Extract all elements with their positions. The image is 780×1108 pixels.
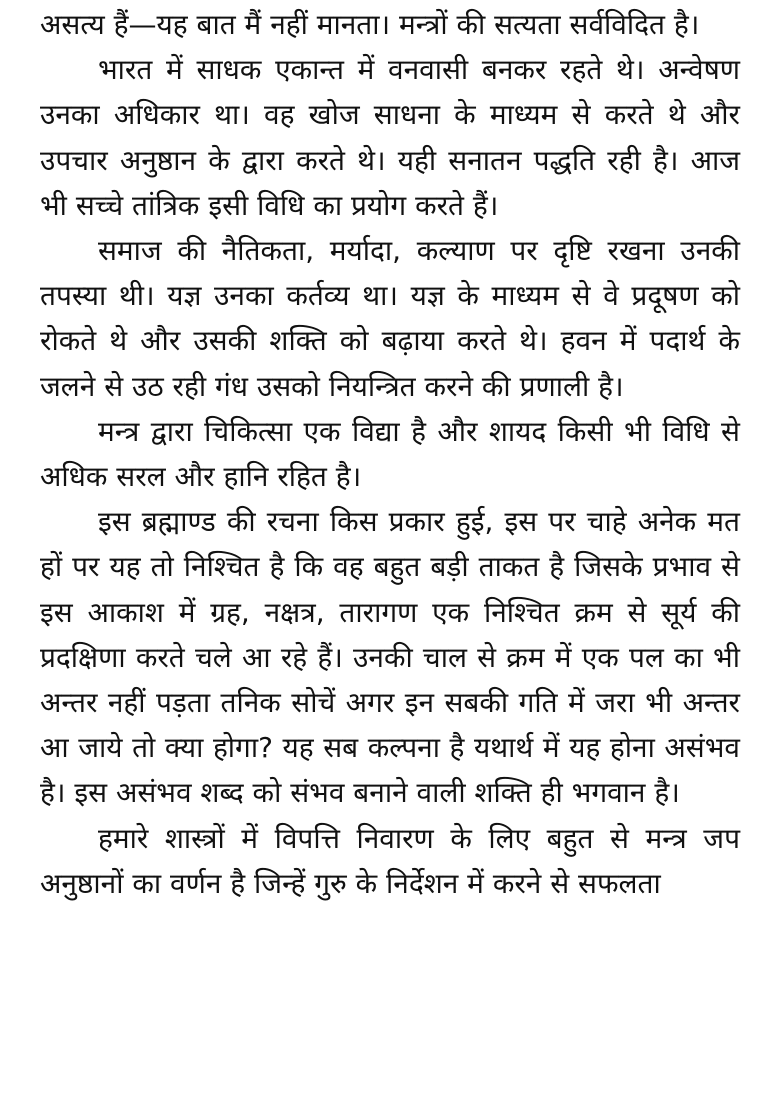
paragraph-sadhak: भारत में साधक एकान्त में वनवासी बनकर रहते थे। अन्वेषण उनका अधिकार था। वह खोज साधना के माध्यम से करते थे और उपचार अनुष्ठान के द्वारा करते थे। यही सनातन पद्धति रही है। आज भी सच्चे तांत्रिक इसी विधि का प्रयोग करते हैं। <box>40 53 740 222</box>
paragraph-mantra-chikitsa: मन्त्र द्वारा चिकित्सा एक विद्या है और शायद किसी भी विधि से अधिक सरल और हानि रहित है। <box>40 414 740 494</box>
paragraph-brahmand: इस ब्रह्माण्ड की रचना किस प्रकार हुई, इस पर चाहे अनेक मत हों पर यह तो निश्चित है कि वह बहुत बड़ी ताकत है जिसके प्रभाव से इस आकाश में ग्रह, नक्षत्र, तारागण एक निश्चित क्रम से सूर्य की प्रदक्षिणा करते चले आ रहे हैं। उनकी चाल से क्रम में एक पल का भी अन्तर नहीं पड़ता तनिक सोचें अगर इन सबकी गति में जरा भी अन्तर आ जाये तो क्या होगा? यह सब कल्पना है यथार्थ में यह होना असंभव है। इस असंभव शब्द को संभव बनाने वाली शक्ति ही भगवान है। <box>40 505 740 810</box>
paragraph-continued: असत्य हैं—यह बात मैं नहीं मानता। मन्त्रों की सत्यता सर्वविदित है। <box>40 8 700 41</box>
paragraph-shastra: हमारे शास्त्रों में विपत्ति निवारण के लिए बहुत से मन्त्र जप अनुष्ठानों का वर्णन है जिन्हें गुरु के निर्देशन में करने से सफलता <box>40 821 740 900</box>
paragraph-yagya: समाज की नैतिकता, मर्यादा, कल्याण पर दृष्टि रखना उनकी तपस्या थी। यज्ञ उनका कर्तव्य था। यज्ञ के माध्यम से वे प्रदूषण को रोकते थे और उसकी शक्ति को बढ़ाया करते थे। हवन में पदार्थ के जलने से उठ रही गंध उसको नियन्त्रित करने की प्रणाली है। <box>40 234 740 403</box>
